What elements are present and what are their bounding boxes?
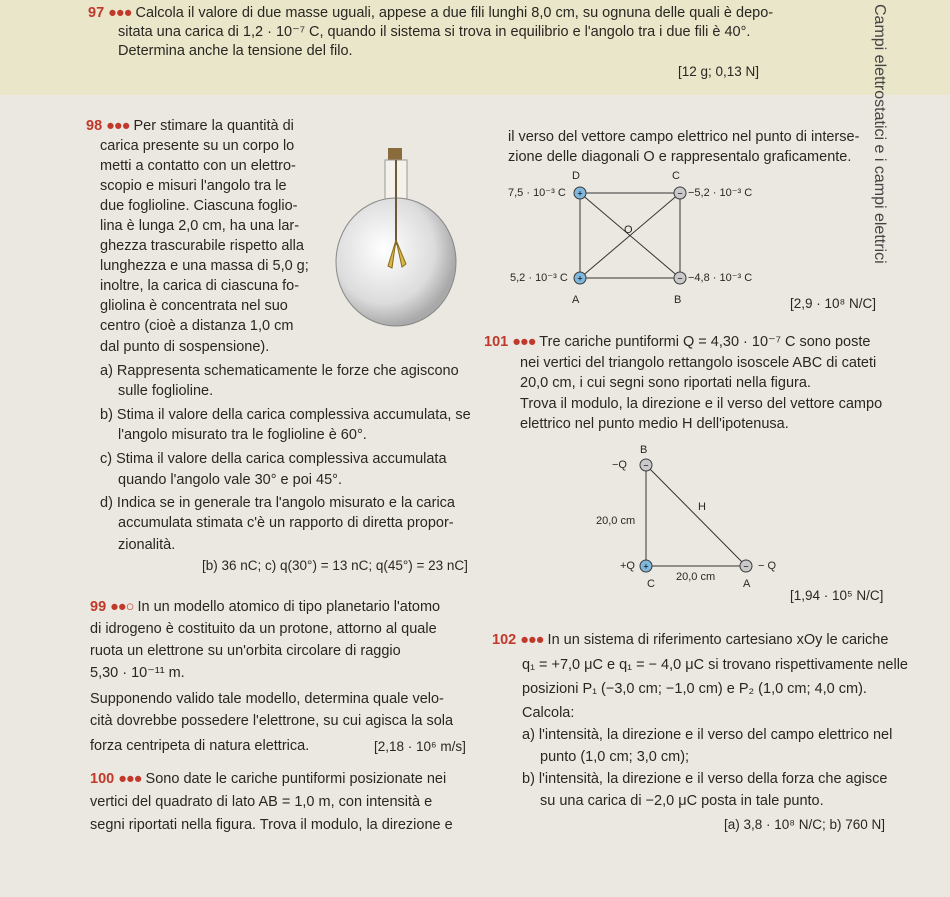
problem-text: Tre cariche puntiformi Q = 4,30 · 10⁻⁷ C sono poste — [539, 334, 871, 350]
problem-text: forza centripeta di natura elettrica. — [90, 738, 310, 754]
problem-number: 102 — [492, 632, 517, 648]
problem-text: carica presente su un corpo lo — [100, 138, 295, 154]
problem-text: zione delle diagonali O e rappresentalo graficamente. — [508, 149, 852, 165]
problem-text: vertici del quadrato di lato AB = 1,0 m, con intensità e — [90, 794, 433, 810]
problem-number: 101 — [484, 334, 509, 350]
minus-sign: − — [743, 561, 749, 572]
answer: [b) 36 nC; c) q(30°) = 13 nC; q(45°) = 23 nC] — [202, 558, 468, 573]
problem-text: Sono date le cariche puntiformi posizionate nei — [145, 771, 447, 787]
question-b: l'angolo misurato tra le foglioline è 60°. — [118, 427, 367, 443]
answer: [12 g; 0,13 N] — [678, 64, 760, 79]
vertex-label-B: B — [674, 294, 682, 306]
vertex-label-A: A — [572, 294, 580, 306]
vertex-label-B: B — [640, 444, 648, 456]
charge-value-B: −4,8 · 10⁻³ C — [688, 272, 753, 284]
problem-text: lunghezza e una massa di 5,0 g; — [100, 258, 309, 274]
question-d: d) Indica se in generale tra l'angolo misurato e la carica — [100, 495, 455, 511]
difficulty-dots: ●●● — [118, 771, 142, 787]
problem-text: centro (cioè a distanza 1,0 cm — [100, 318, 294, 334]
question-a: a) l'intensità, la direzione e il verso del campo elettrico nel — [522, 727, 893, 743]
side-length-BC: 20,0 cm — [596, 515, 636, 527]
electrode-knob — [388, 148, 402, 160]
problem-text: Per stimare la quantità di — [133, 118, 294, 134]
question-b: b) l'intensità, la direzione e il verso della forza che agisce — [522, 771, 888, 787]
charge-value-C: −5,2 · 10⁻³ C — [688, 187, 753, 199]
question-b: su una carica di −2,0 μC posta in tale punto. — [540, 793, 824, 809]
midpoint-label-H: H — [698, 501, 706, 513]
problem-number: 99 — [90, 599, 107, 615]
plus-sign: + — [577, 188, 583, 199]
problem-number: 98 — [86, 118, 103, 134]
charge-label-C: +Q — [620, 560, 635, 572]
problem-text: metti a contatto con un elettro- — [100, 158, 296, 174]
problem-text: cità dovrebbe possedere l'elettrone, su cui agisca la sola — [90, 713, 454, 729]
problem-text: il verso del vettore campo elettrico nel punto di interse- — [508, 129, 860, 145]
problem-text: nei vertici del triangolo rettangolo isoscele ABC di cateti — [520, 355, 877, 371]
hypotenuse-BA — [646, 465, 746, 566]
plus-sign: + — [643, 561, 649, 572]
vertex-label-D: D — [572, 170, 580, 182]
problem-text: due foglioline. Ciascuna foglio- — [100, 198, 298, 214]
question-d: accumulata stimata c'è un rapporto di diretta propor- — [118, 515, 454, 531]
problem-text: q₁ = +7,0 μC e q₁ = − 4,0 μC si trovano rispettivamente nelle — [522, 657, 908, 673]
difficulty-dots: ●●● — [512, 334, 536, 350]
problem-text: 5,30 · 10⁻¹¹ m. — [90, 665, 185, 681]
charge-value-A: 5,2 · 10⁻³ C — [510, 272, 568, 284]
difficulty-dots: ●●● — [106, 118, 130, 134]
question-d: zionalità. — [118, 537, 176, 553]
problem-text: di idrogeno è costituito da un protone, attorno al quale — [90, 621, 437, 637]
charge-label-A: − Q — [758, 560, 777, 572]
problem-text: sitata una carica di 1,2 · 10⁻⁷ C, quando il sistema si trova in equilibrio e l'angolo tra i due fili è 40°. — [118, 24, 751, 40]
problem-text: inoltre, la carica di ciascuna fo- — [100, 278, 300, 294]
problem-text: posizioni P₁ (−3,0 cm; −1,0 cm) e P₂ (1,0 cm; 4,0 cm). — [522, 681, 867, 697]
problem-text: scopio e misuri l'angolo tra le — [100, 178, 287, 194]
difficulty-dots: ●●● — [108, 5, 132, 21]
charge-value-D: 7,5 · 10⁻³ C — [508, 187, 566, 199]
minus-sign: − — [677, 273, 683, 284]
answer: [1,94 · 10⁵ N/C] — [790, 588, 884, 603]
problem-text: Trova il modulo, la direzione e il verso del vettore campo — [520, 396, 883, 412]
question-a: punto (1,0 cm; 3,0 cm); — [540, 749, 690, 765]
problem-text: Calcola il valore di due masse uguali, appese a due fili lunghi 8,0 cm, su ognuna delle quali è depo- — [135, 5, 774, 21]
vertex-label-C: C — [672, 170, 680, 182]
side-length-CA: 20,0 cm — [676, 571, 716, 583]
vertex-label-C: C — [647, 578, 655, 590]
question-c: quando l'angolo vale 30° e poi 45°. — [118, 472, 342, 488]
minus-sign: − — [677, 188, 683, 199]
problem-text: ghezza trascurabile rispetto alla — [100, 238, 304, 254]
problem-number: 97 — [88, 5, 105, 21]
center-label-O: O — [624, 224, 633, 236]
chapter-title: Campi elettrostatici e i campi elettrici — [871, 4, 888, 264]
answer: [2,9 · 10⁸ N/C] — [790, 296, 876, 311]
problem-text: ruota un elettrone su un'orbita circolare di raggio — [90, 643, 401, 659]
question-b: b) Stima il valore della carica complessiva accumulata, se — [100, 407, 471, 423]
problem-text: In un modello atomico di tipo planetario l'atomo — [137, 599, 441, 615]
minus-sign: − — [643, 460, 649, 471]
question-a: sulle foglioline. — [118, 383, 214, 399]
problem-text: Calcola: — [522, 705, 575, 721]
problem-text: Determina anche la tensione del filo. — [118, 43, 353, 59]
plus-sign: + — [577, 273, 583, 284]
answer: [a) 3,8 · 10⁸ N/C; b) 760 N] — [724, 817, 886, 832]
problem-text: dal punto di sospensione). — [100, 339, 270, 355]
problem-text: elettrico nel punto medio H dell'ipotenusa. — [520, 416, 789, 432]
vertex-label-A: A — [743, 578, 751, 590]
chapter-sidebar — [864, 0, 894, 300]
problem-text: Supponendo valido tale modello, determina quale velo- — [90, 691, 444, 707]
question-a: a) Rappresenta schematicamente le forze che agiscono — [100, 363, 459, 379]
problem-text: 20,0 cm, i cui segni sono riportati nella figura. — [520, 375, 811, 391]
problem-text: lina è lunga 2,0 cm, ha una lar- — [100, 218, 300, 234]
question-c: c) Stima il valore della carica complessiva accumulata — [100, 451, 447, 467]
electroscope-illustration — [330, 140, 470, 340]
problem-text: In un sistema di riferimento cartesiano xOy le cariche — [547, 632, 889, 648]
problem-text: gliolina è concentrata nel suo — [100, 298, 288, 314]
answer: [2,18 · 10⁶ m/s] — [374, 739, 466, 754]
problem-number: 100 — [90, 771, 115, 787]
charge-label-B: −Q — [612, 459, 627, 471]
difficulty-dots: ●●● — [520, 632, 544, 648]
problem-text: segni riportati nella figura. Trova il modulo, la direzione e — [90, 817, 453, 833]
difficulty-dots: ●●○ — [110, 599, 134, 615]
